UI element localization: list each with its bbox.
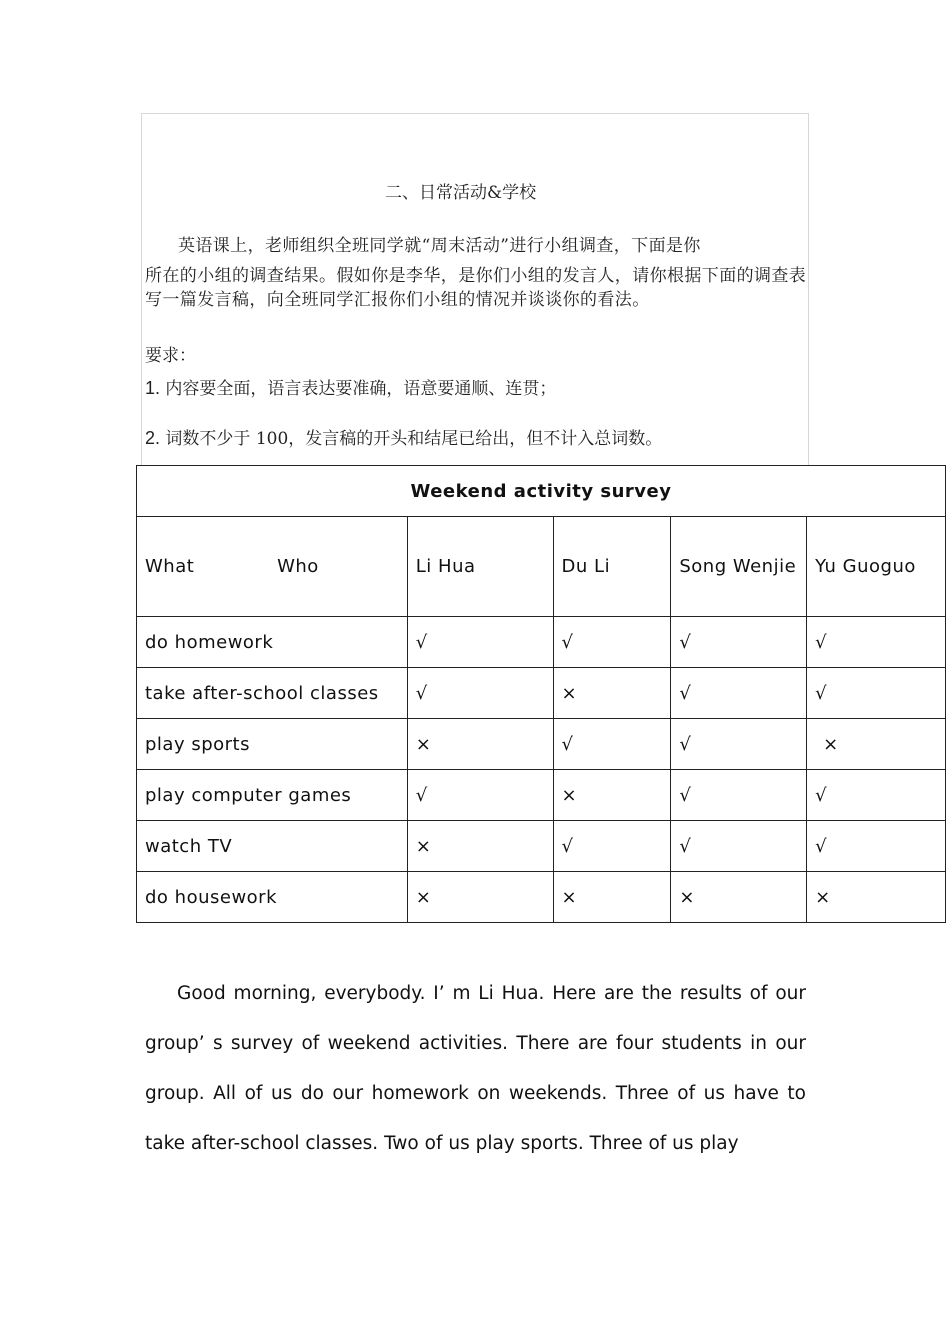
person-header: Yu Guoguo (807, 517, 946, 617)
mark-cell: × (807, 872, 946, 923)
activity-cell: play sports (137, 719, 408, 770)
mark-cell: √ (553, 821, 671, 872)
table-row (137, 770, 946, 821)
mark-cell: √ (671, 719, 807, 770)
intro-paragraph: 所在的小组的调查结果。假如你是李华，是你们小组的发言人，请你根据下面的调查表写一篇发言稿，向全班同学汇报你们小组的情况并谈谈你的看法。 (145, 266, 807, 310)
requirement-text: 词数不少于 100，发言稿的开头和结尾已给出，但不计入总词数。 (165, 429, 663, 449)
person-header: Du Li (553, 517, 671, 617)
mark-cell: × (407, 821, 553, 872)
table-row (137, 668, 946, 719)
mark-cell: √ (671, 821, 807, 872)
mark-cell: √ (553, 719, 671, 770)
requirement-text: 内容要全面，语言表达要准确，语意要通顺、连贯； (165, 379, 557, 399)
mark-cell: × (807, 719, 946, 770)
section-heading: 二、日常活动&学校 (385, 183, 537, 203)
table-row (137, 872, 946, 923)
mark-cell: √ (407, 617, 553, 668)
mark-cell: × (553, 668, 671, 719)
mark-cell: × (671, 872, 807, 923)
mark-cell: √ (671, 617, 807, 668)
requirements-label: 要求： (145, 346, 196, 366)
table-title: Weekend activity survey (137, 466, 946, 517)
table-header-row (137, 517, 946, 617)
mark-cell: √ (553, 617, 671, 668)
mark-cell: × (553, 872, 671, 923)
mark-cell: √ (407, 770, 553, 821)
corner-header-cell (137, 517, 408, 617)
requirement-number: 1. (145, 378, 161, 398)
essay-paragraph: Good morning, everybody. I’ m Li Hua. Here are the results of our group’ s survey of weekend activities. There are four students in our group. All of us do our homework on weekends. Three of us have to take after-school classes. Two of us play sports. Three of us play (145, 983, 806, 1154)
survey-table (136, 465, 946, 923)
table-row (137, 821, 946, 872)
activity-cell: watch TV (137, 821, 408, 872)
person-header: Song Wenjie (671, 517, 807, 617)
person-header: Li Hua (407, 517, 553, 617)
table-row (137, 617, 946, 668)
mark-cell: √ (407, 668, 553, 719)
mark-cell: √ (671, 668, 807, 719)
activity-cell: do homework (137, 617, 408, 668)
mark-cell: √ (807, 617, 946, 668)
mark-cell: × (553, 770, 671, 821)
mark-cell: √ (807, 821, 946, 872)
mark-cell: × (407, 872, 553, 923)
requirement-number: 2. (145, 428, 161, 448)
table-row (137, 719, 946, 770)
activity-cell: play computer games (137, 770, 408, 821)
who-label: Who (277, 556, 319, 577)
mark-cell: √ (671, 770, 807, 821)
requirement-item (145, 374, 556, 399)
mark-cell: √ (807, 770, 946, 821)
activity-cell: do housework (137, 872, 408, 923)
mark-cell: √ (807, 668, 946, 719)
activity-cell: take after-school classes (137, 668, 408, 719)
requirement-item (145, 424, 662, 449)
intro-first-line: 英语课上，老师组织全班同学就“周末活动”进行小组调查，下面是你 (178, 236, 701, 256)
what-label: What (145, 556, 195, 577)
mark-cell: × (407, 719, 553, 770)
